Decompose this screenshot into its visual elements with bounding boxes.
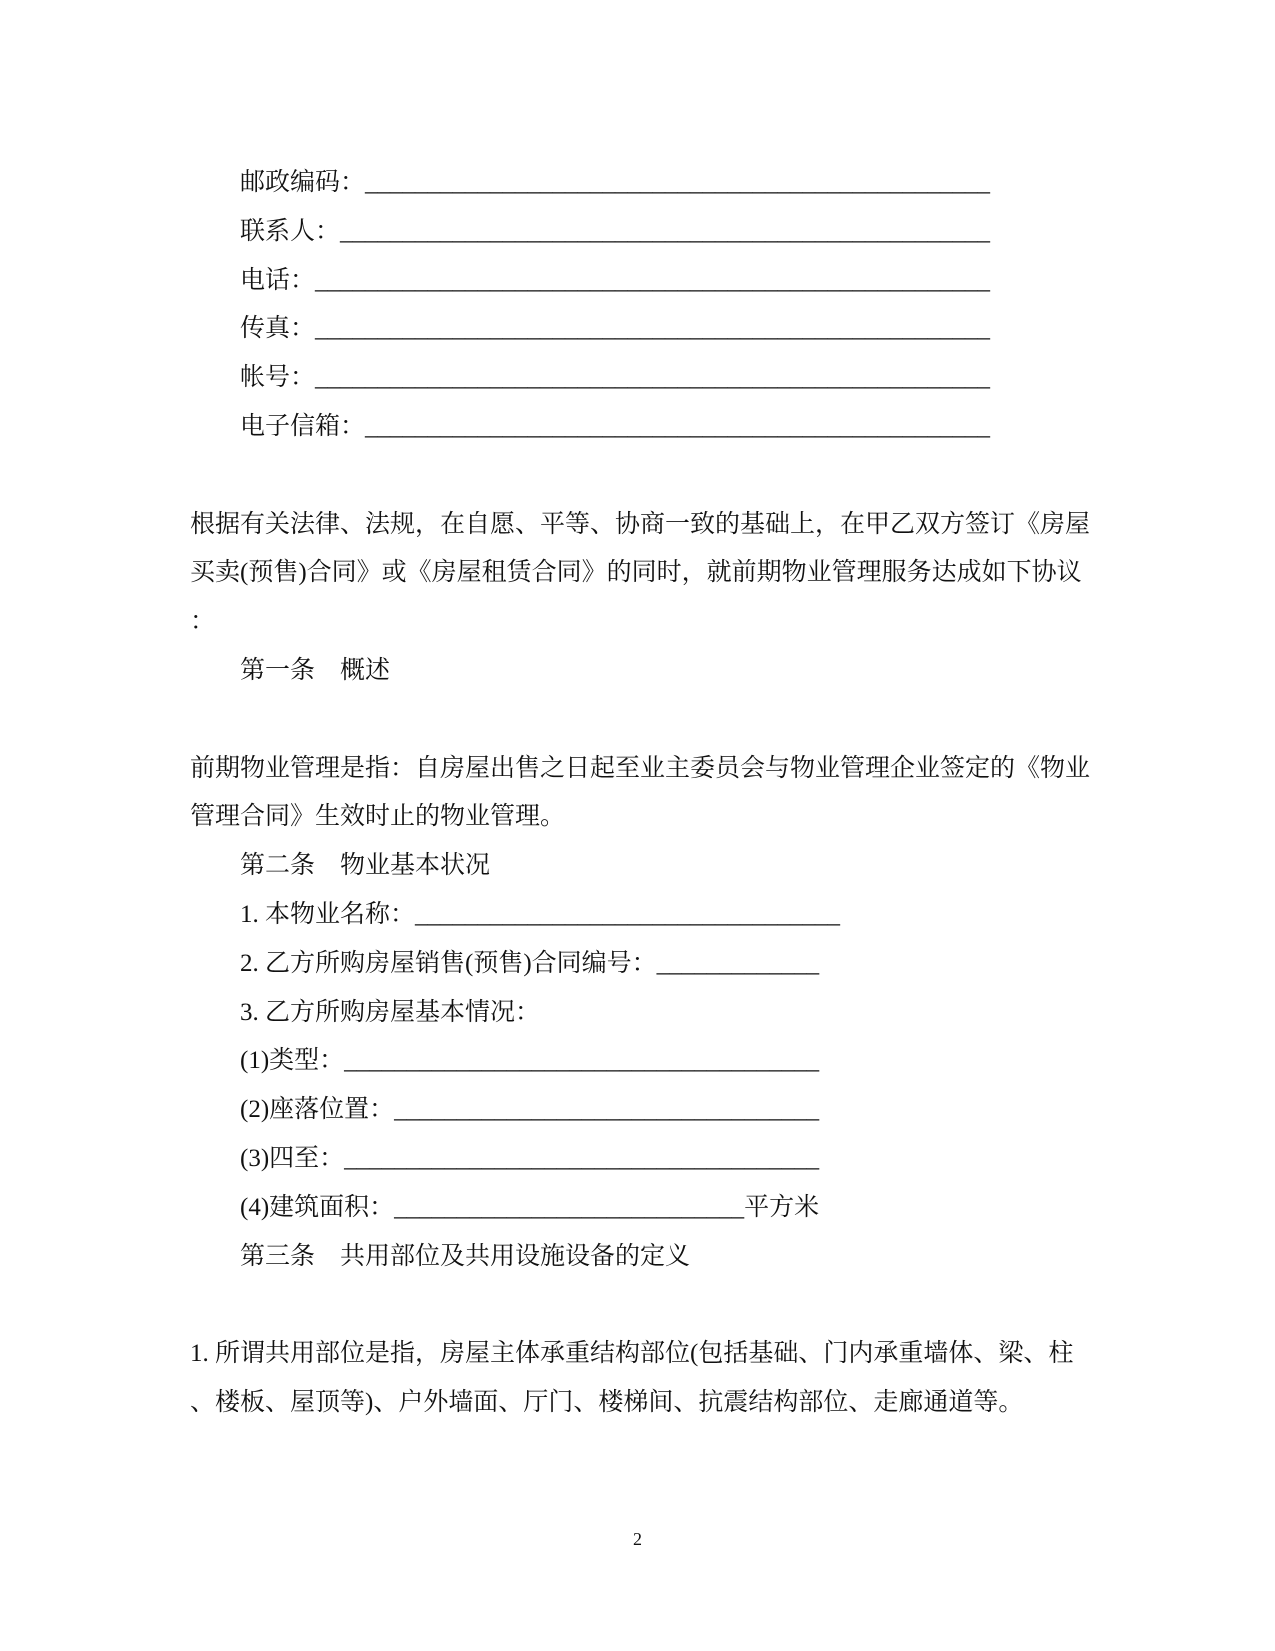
floor-area-field	[190, 1184, 1190, 1233]
field-unit: 平方米	[744, 1193, 820, 1221]
article-2-heading: 第二条 物业基本状况	[240, 852, 491, 880]
field-label: 电话：	[240, 266, 316, 294]
contract-number-field	[190, 940, 1190, 989]
field-postal-code	[190, 159, 1190, 208]
field-blank: ______________________________________________________	[315, 266, 991, 294]
field-label: (4)建筑面积：	[240, 1193, 395, 1221]
field-label: (3)四至：	[240, 1144, 345, 1172]
property-name-field	[190, 891, 1190, 940]
article-3-line: 、楼板、屋顶等)、户外墙面、厅门、楼梯间、抗震结构部位、走廊通道等。	[190, 1388, 1024, 1416]
article-1-heading: 第一条 概述	[240, 656, 391, 684]
page-number: 2	[633, 1529, 642, 1549]
field-label: 帐号：	[240, 364, 316, 392]
field-label: 传真：	[240, 315, 316, 343]
field-blank: ______________________________________	[344, 1144, 820, 1172]
field-blank: __________________________________________________	[365, 412, 991, 440]
field-label: 电子信箱：	[240, 412, 366, 440]
field-phone	[190, 257, 1190, 306]
spacer	[190, 452, 1190, 501]
article-1-line: 管理合同》生效时止的物业管理。	[190, 803, 566, 831]
field-label: (1)类型：	[240, 1047, 345, 1075]
house-type-field	[190, 1037, 1190, 1086]
house-boundaries-field	[190, 1135, 1190, 1184]
field-blank: __________________________________________________	[365, 169, 991, 196]
field-contact-person	[190, 208, 1190, 257]
field-blank: ______________________________________________________	[315, 364, 991, 392]
spacer	[190, 1281, 1190, 1330]
house-info-heading: 3. 乙方所购房屋基本情况：	[240, 998, 541, 1026]
field-label: 2. 乙方所购房屋销售(预售)合同编号：	[240, 949, 657, 977]
article-3-heading: 第三条 共用部位及共用设施设备的定义	[240, 1242, 691, 1270]
field-fax	[190, 305, 1190, 354]
article-1-line: 前期物业管理是指：自房屋出售之日起至业主委员会与物业管理企业签定的《物业	[190, 754, 1091, 782]
field-account	[190, 354, 1190, 403]
document-body	[190, 159, 1190, 1428]
field-blank: _____________	[656, 949, 820, 977]
field-label: 联系人：	[240, 217, 341, 245]
intro-line: 根据有关法律、法规，在自愿、平等、协商一致的基础上，在甲乙双方签订《房屋	[190, 510, 1091, 538]
spacer	[190, 696, 1190, 745]
field-blank: ______________________________________________________	[315, 315, 991, 343]
field-label: 1. 本物业名称：	[240, 900, 416, 928]
field-label: 邮政编码：	[240, 169, 366, 196]
house-location-field	[190, 1086, 1190, 1135]
field-blank: ____________________________	[394, 1193, 745, 1221]
field-blank: ______________________________________	[344, 1047, 820, 1075]
field-email	[190, 403, 1190, 452]
intro-line: ：	[190, 608, 216, 636]
article-3-line: 1. 所谓共用部位是指，房屋主体承重结构部位(包括基础、门内承重墙体、梁、柱	[190, 1340, 1074, 1368]
field-blank: __________________________________	[415, 900, 841, 928]
field-blank: __________________________________	[394, 1096, 820, 1124]
field-label: (2)座落位置：	[240, 1096, 395, 1124]
field-blank: ____________________________________________________	[340, 217, 991, 245]
intro-line: 买卖(预售)合同》或《房屋租赁合同》的同时，就前期物业管理服务达成如下协议	[190, 559, 1082, 587]
